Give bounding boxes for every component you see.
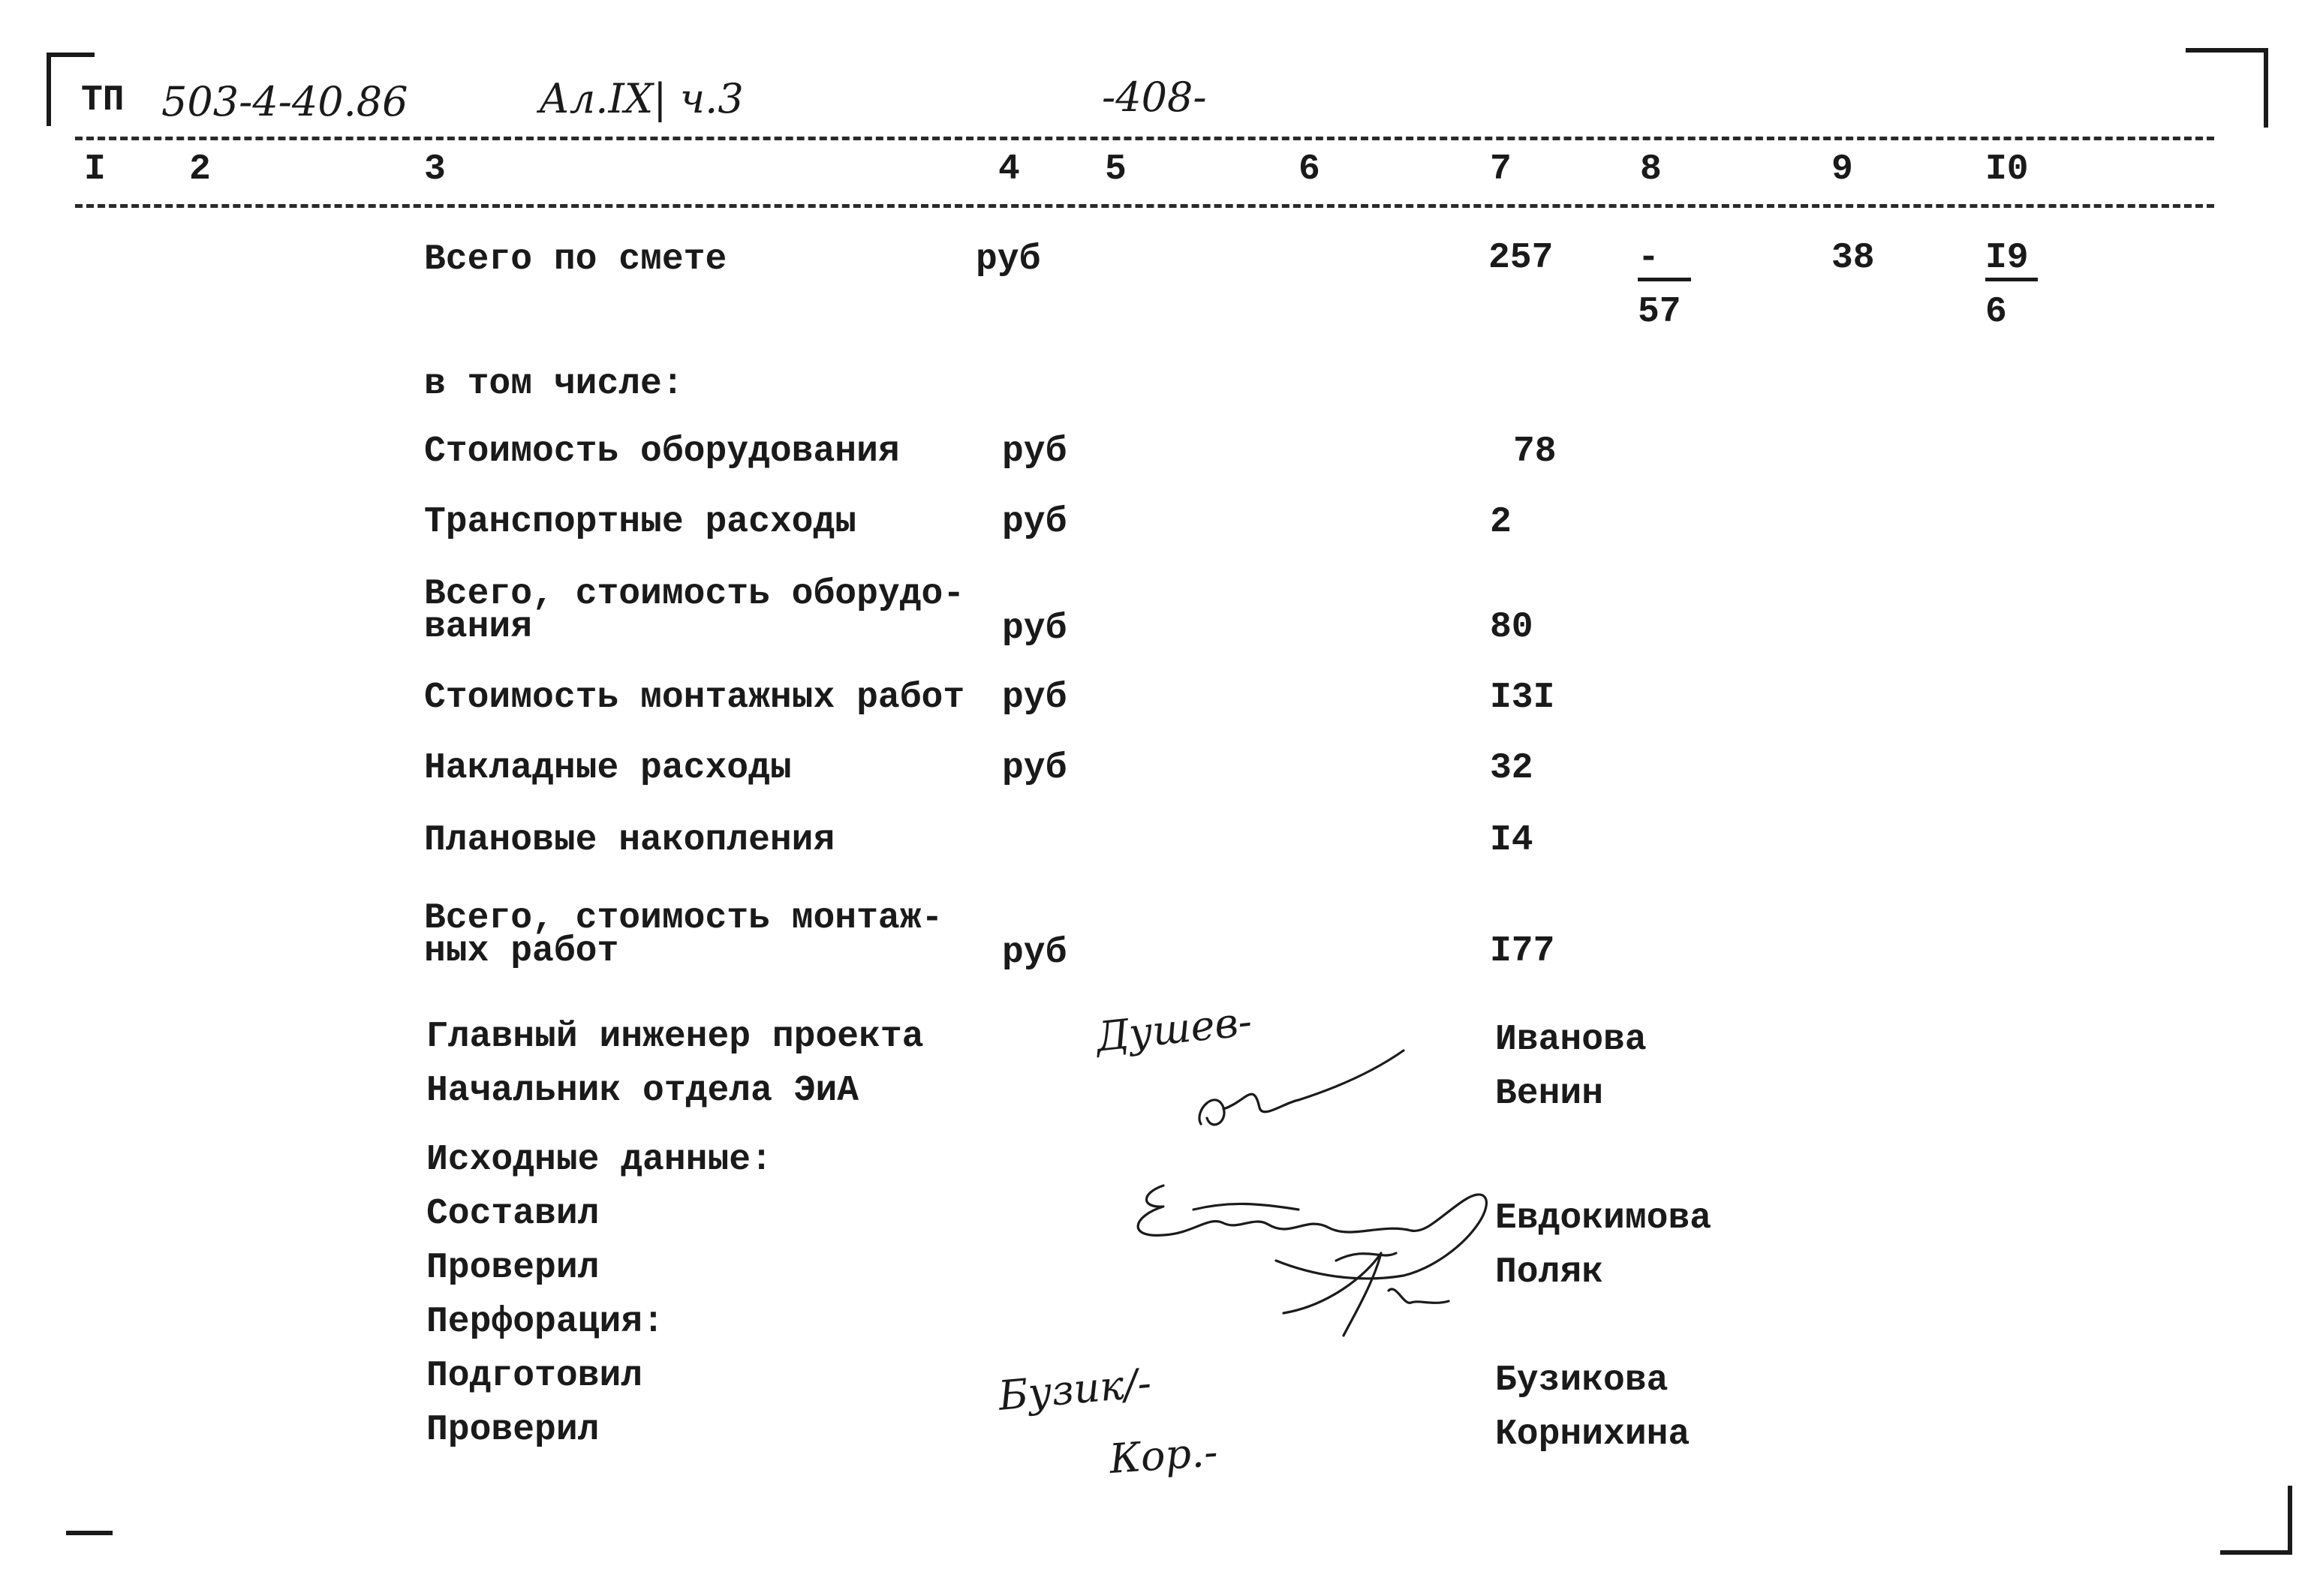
total-col8-denominator: 57 (1638, 292, 1681, 332)
column-header: 6 (1298, 149, 1320, 190)
signature-name: Поляк (1495, 1252, 1604, 1293)
signature-role: Проверил (426, 1410, 600, 1450)
signature-role: Проверил (426, 1248, 600, 1288)
header-rule-bottom (75, 204, 2214, 208)
signature-flourish (1171, 1035, 1426, 1141)
row-unit: руб (1002, 609, 1067, 649)
corner-mark-bottom-left (66, 1531, 113, 1535)
signature-role: Составил (426, 1194, 600, 1234)
album-ref: Ал.IX| ч.3 (539, 75, 744, 122)
row-unit: руб (1002, 748, 1067, 789)
page-number: -408- (1102, 74, 1207, 121)
signature-role: Подготовил (426, 1356, 643, 1396)
including-label: в том числе: (424, 364, 684, 404)
signature-role: Главный инженер проекта (426, 1017, 924, 1057)
total-col10-numerator: I9 (1985, 240, 2038, 281)
row-value: I3I (1490, 678, 1555, 718)
total-col10-denominator: 6 (1985, 292, 2007, 332)
row-label: Накладные расходы (424, 748, 792, 789)
total-label: Всего по смете (424, 239, 727, 280)
column-header: 3 (424, 149, 446, 190)
column-header: 2 (189, 149, 211, 190)
signature-handwritten: Кор.- (1107, 1428, 1220, 1483)
column-header: 7 (1490, 149, 1512, 190)
row-label: Плановые накопления (424, 820, 835, 861)
signature-role: Начальник отдела ЭиА (426, 1071, 859, 1111)
signature-flourish-polyak (1268, 1231, 1464, 1351)
signature-name: Иванова (1495, 1020, 1647, 1060)
signature-name: Венин (1495, 1074, 1604, 1114)
signature-handwritten: Душев- (1094, 997, 1254, 1061)
column-header: 4 (998, 149, 1020, 190)
row-unit: руб (1002, 933, 1067, 973)
column-header: I (84, 149, 106, 190)
row-unit: руб (1002, 678, 1067, 718)
column-header: I0 (1985, 149, 2029, 190)
row-label-continuation: ных работ (424, 931, 619, 972)
row-label: Стоимость оборудования (424, 431, 900, 472)
doc-code: 503-4-40.86 (161, 78, 408, 125)
row-value: 2 (1490, 502, 1512, 543)
signature-name: Корнихина (1495, 1414, 1690, 1455)
row-value: 80 (1490, 607, 1533, 648)
signature-role: Исходные данные: (426, 1140, 772, 1180)
signature-name: Бузикова (1495, 1360, 1669, 1401)
row-label: Всего, стоимость оборудо- (424, 574, 965, 615)
column-header: 9 (1831, 149, 1853, 190)
row-label: Всего, стоимость монтаж- (424, 898, 943, 939)
row-unit: руб (1002, 431, 1067, 472)
signature-handwritten: Бузик/- (996, 1359, 1154, 1420)
header-rule-top (75, 137, 2214, 140)
row-unit: руб (1002, 502, 1067, 543)
row-label-continuation: вания (424, 607, 533, 648)
total-col9: 38 (1831, 238, 1875, 278)
row-value: I4 (1490, 820, 1533, 861)
corner-mark-bottom-right (2220, 1486, 2292, 1555)
doc-prefix: ТП (81, 80, 125, 121)
corner-mark-top-right (2186, 48, 2268, 128)
total-col7: 257 (1488, 238, 1554, 278)
row-value: I77 (1490, 931, 1555, 972)
signature-role: Перфорация: (426, 1302, 664, 1342)
signature-name: Евдокимова (1495, 1198, 1712, 1239)
column-header: 5 (1105, 149, 1127, 190)
row-label: Транспортные расходы (424, 502, 857, 543)
row-value: 78 (1513, 431, 1557, 472)
total-col8-numerator: - (1638, 240, 1691, 281)
row-label: Стоимость монтажных работ (424, 678, 965, 718)
column-header: 8 (1640, 149, 1662, 190)
total-unit: руб (976, 239, 1041, 280)
row-value: 32 (1490, 748, 1533, 789)
